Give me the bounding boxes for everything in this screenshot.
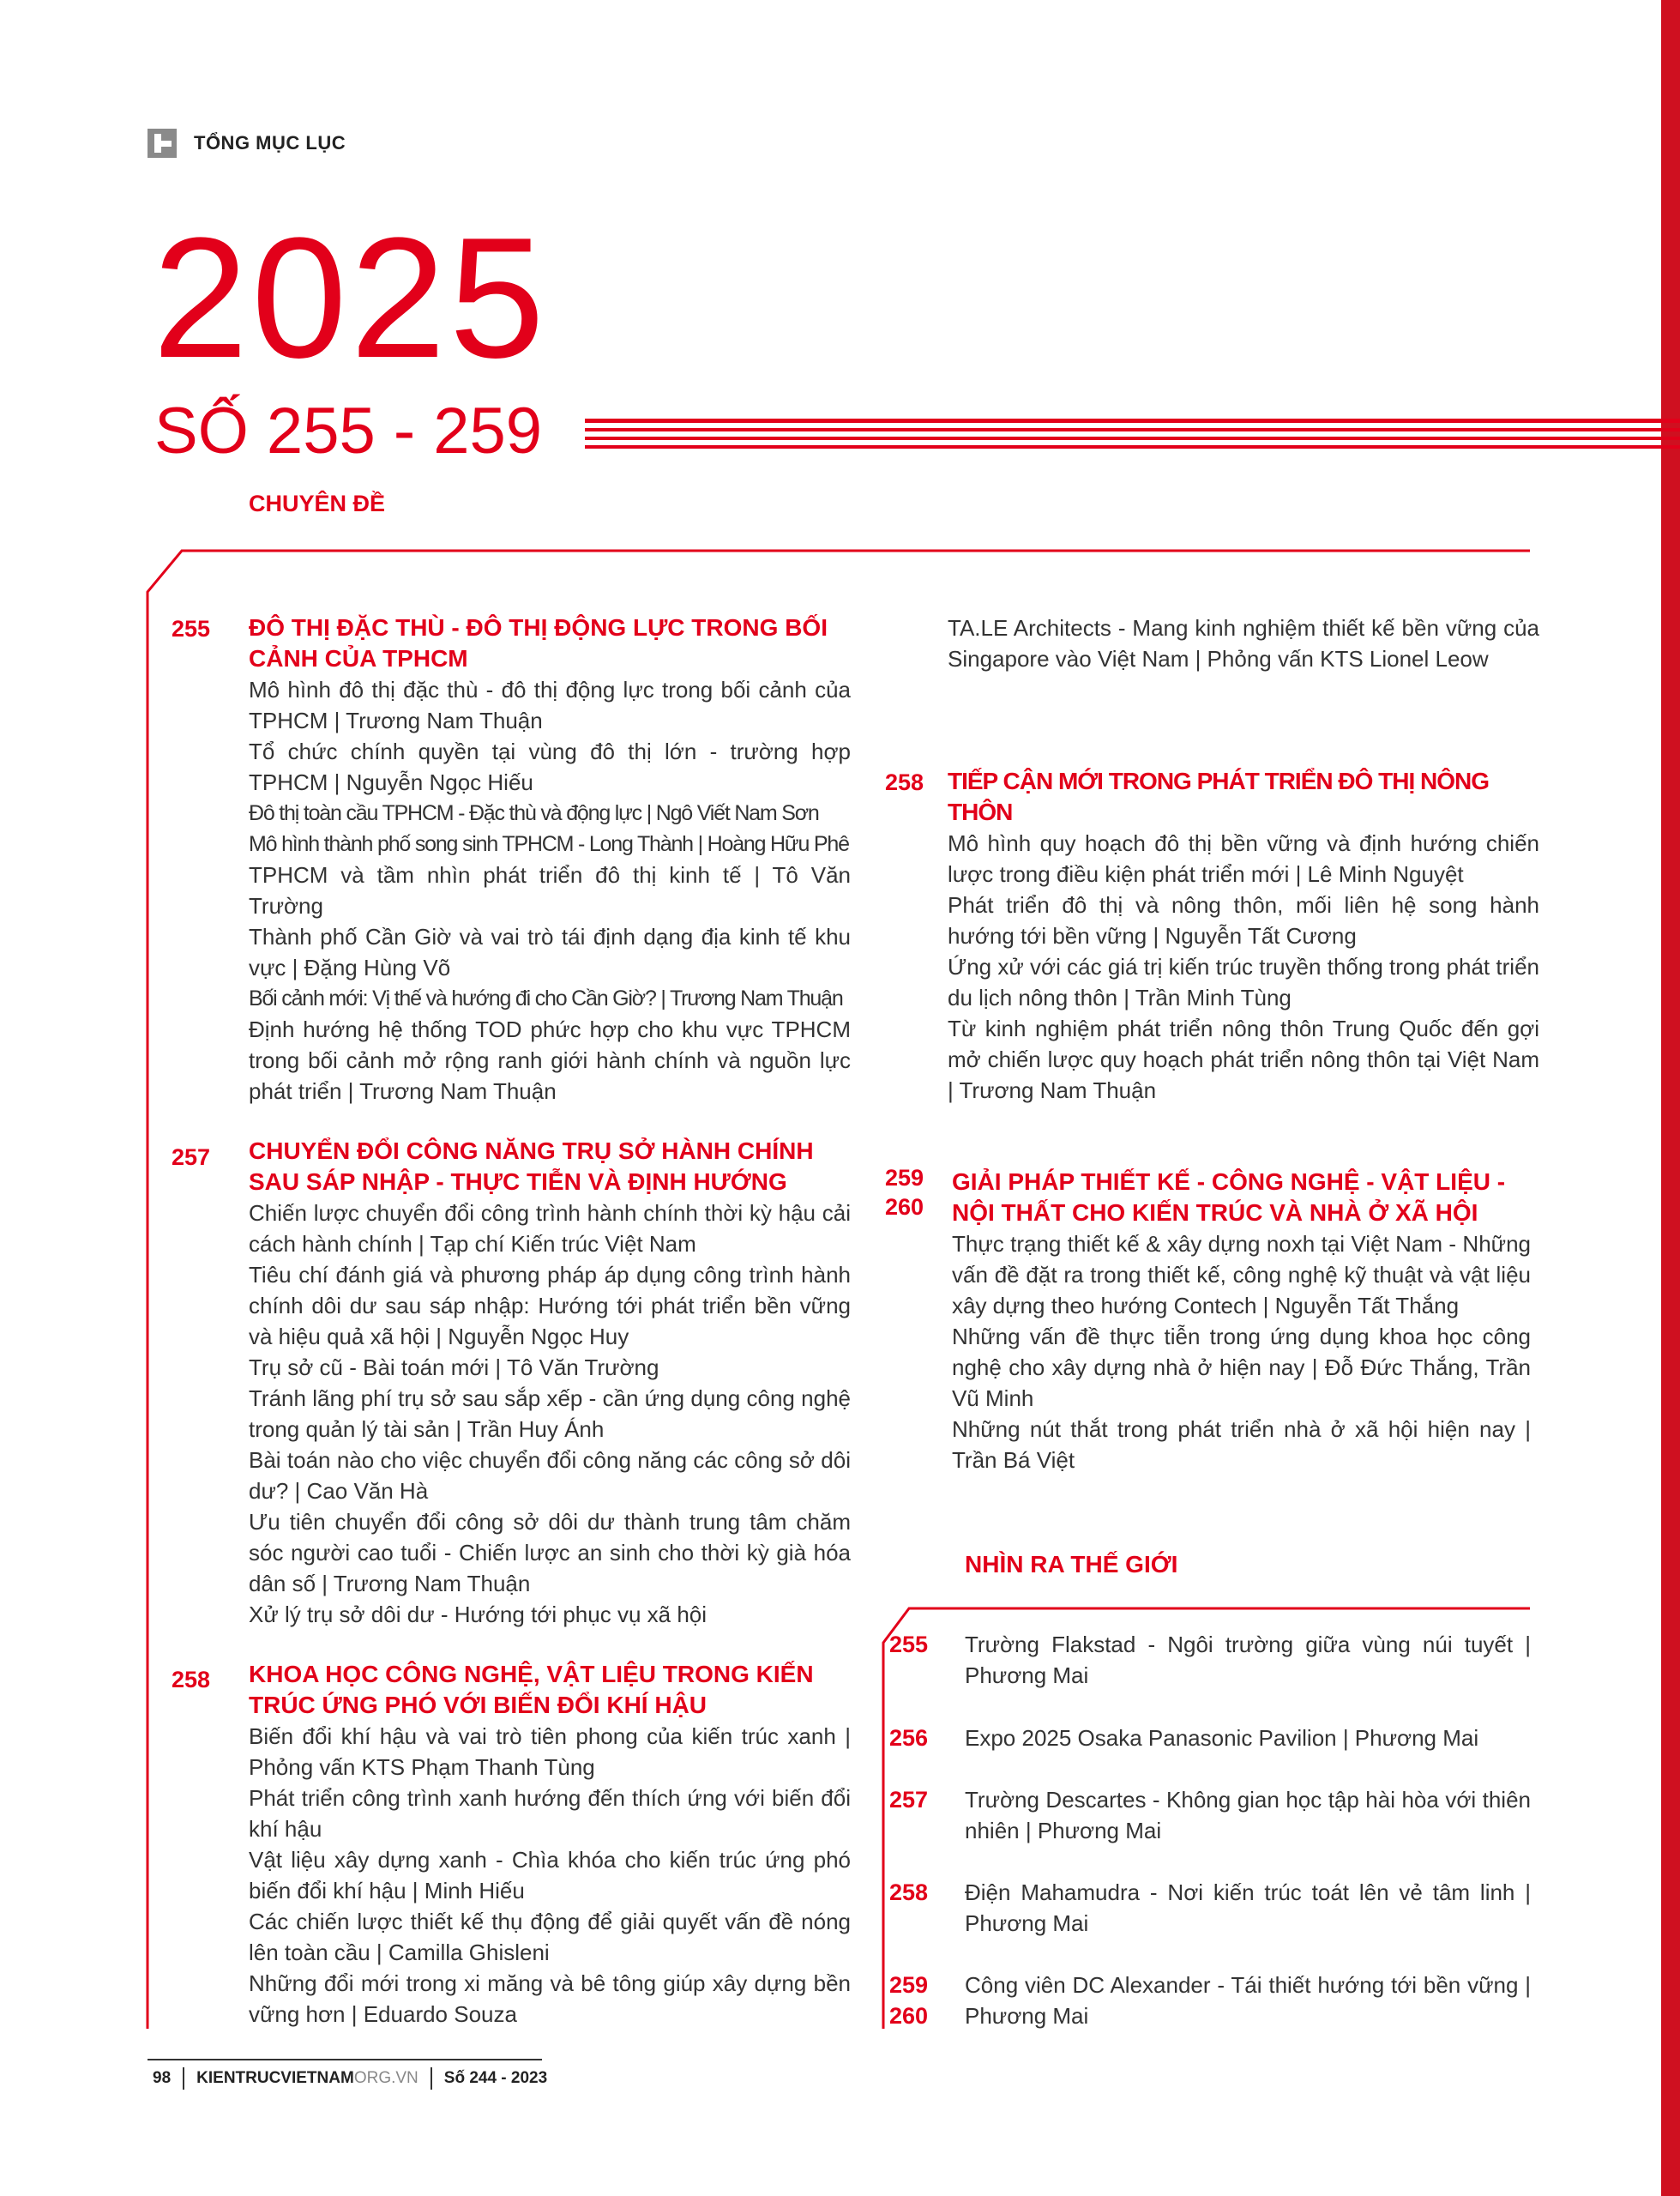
- world-entry: Công viên DC Alexander - Tái thiết hướng tới bền vững | Phương Mai: [965, 1972, 1531, 2029]
- toc-heading[interactable]: GIẢI PHÁP THIẾT KẾ - CÔNG NGHỆ - VẬT LIỆU - NỘI THẤT CHO KIẾN TRÚC VÀ NHÀ Ở XÃ HỘI: [952, 1168, 1506, 1226]
- world-issue-number: 255: [889, 1632, 929, 1657]
- toc-entry[interactable]: Chiến lược chuyển đổi công trình hành chính thời kỳ hậu cải cách hành chính | Tạp chí Kiến trúc Việt Nam: [249, 1200, 851, 1257]
- toc-entry[interactable]: TPHCM và tầm nhìn phát triển đô thị kinh tế | Tô Văn Trường: [249, 862, 851, 919]
- toc-entry[interactable]: Mô hình thành phố song sinh TPHCM - Long Thành | Hoàng Hữu Phê: [249, 832, 849, 856]
- toc-heading[interactable]: CHUYỂN ĐỔI CÔNG NĂNG TRỤ SỞ HÀNH CHÍNH SAU SÁP NHẬP - THỰC TIỄN VÀ ĐỊNH HƯỚNG: [249, 1137, 814, 1195]
- toc-entry[interactable]: Từ kinh nghiệm phát triển nông thôn Trung Quốc đến gợi mở chiến lược quy hoạch phát triển nông thôn tại Việt Nam | Trương Nam Thuận: [948, 1016, 1539, 1103]
- world-issue-number: 260: [889, 2003, 929, 2029]
- header-title: TỔNG MỤC LỤC: [194, 132, 346, 154]
- toc-entry[interactable]: Vật liệu xây dựng xanh - Chìa khóa cho kiến trúc ứng phó biến đổi khí hậu | Minh Hiếu: [249, 1847, 851, 1903]
- world-issue-number: 259: [889, 1972, 929, 1998]
- toc-group-259-260: [952, 1167, 1531, 1475]
- world-issue-number: 256: [889, 1725, 929, 1751]
- world-entry: Trường Flakstad - Ngôi trường giữa vùng núi tuyết | Phương Mai: [965, 1632, 1531, 1688]
- toc-entry[interactable]: Đô thị toàn cầu TPHCM - Đặc thù và động lực | Ngô Viết Nam Sơn: [249, 801, 819, 825]
- toc-entry[interactable]: Định hướng hệ thống TOD phức hợp cho khu vực TPHCM trong bối cảnh mở rộng ranh giới hành chính và nguồn lực phát triển | Trương Nam Thuận: [249, 1017, 851, 1104]
- toc-group-257: [249, 1136, 851, 1630]
- toc-entry[interactable]: Tránh lãng phí trụ sở sau sắp xếp - cần ứng dụng công nghệ trong quản lý tài sản | Trần Huy Ánh: [249, 1385, 851, 1442]
- right-edge-stripe: [1661, 0, 1680, 2196]
- footer-brand: KIENTRUCVIETNAM: [196, 2069, 354, 2087]
- toc-group-258-climate-continued: [948, 612, 1539, 674]
- toc-entry[interactable]: Mô hình quy hoạch đô thị bền vững và định hướng chiến lược trong điều kiện phát triển mới | Lê Minh Nguyệt: [948, 830, 1539, 887]
- footer-divider: [431, 2067, 432, 2090]
- world-issue-number-group: [889, 1970, 965, 2031]
- world-entry: Điện Mahamudra - Nơi kiến trúc toát lên vẻ tâm linh | Phương Mai: [965, 1879, 1531, 1936]
- toc-entry[interactable]: Trụ sở cũ - Bài toán mới | Tô Văn Trường: [249, 1354, 659, 1380]
- world-issue-number: 257: [889, 1787, 929, 1813]
- toc-issue-number: 259: [885, 1165, 924, 1191]
- world-list-item[interactable]: [889, 1629, 1532, 1691]
- toc-entry[interactable]: Bối cảnh mới: Vị thế và hướng đi cho Cần Giờ? | Trương Nam Thuận: [249, 986, 843, 1011]
- toc-entry[interactable]: Những nút thắt trong phát triển nhà ở xã hội hiện nay | Trần Bá Việt: [952, 1416, 1531, 1473]
- toc-issue-number: 258: [885, 769, 924, 795]
- world-list-item[interactable]: [889, 1970, 1532, 2031]
- toc-issue-number: 255: [172, 616, 211, 642]
- footer-divider: [183, 2067, 184, 2090]
- toc-entry[interactable]: Biến đổi khí hậu và vai trò tiên phong của kiến trúc xanh | Phỏng vấn KTS Phạm Thanh Tùng: [249, 1723, 851, 1780]
- year-title: 2025: [153, 202, 548, 394]
- page-header: [148, 129, 346, 158]
- toc-entry[interactable]: Bài toán nào cho việc chuyển đổi công năng các công sở dôi dư? | Cao Văn Hà: [249, 1447, 851, 1504]
- world-list-item[interactable]: [889, 1784, 1532, 1846]
- footer-rule: [148, 2059, 542, 2060]
- toc-entry[interactable]: Những vấn đề thực tiễn trong ứng dụng khoa học công nghệ cho xây dựng nhà ở hiện nay | Đỗ Đức Thắng, Trần Vũ Minh: [952, 1324, 1531, 1411]
- toc-entry[interactable]: Thực trạng thiết kế & xây dựng noxh tại Việt Nam - Những vấn đề đặt ra trong thiết kế, công nghệ kỹ thuật và vật liệu xây dựng theo hướng Contech | Nguyễn Tất Thắng: [952, 1231, 1531, 1318]
- magazine-logo-icon: [148, 129, 177, 158]
- page-footer: [153, 2067, 547, 2090]
- toc-entry[interactable]: Tiêu chí đánh giá và phương pháp áp dụng công trình hành chính dôi dư sau sáp nhập: Hướng tới phát triển bền vững và hiệu quả xã hội | Nguyễn Ngọc Huy: [249, 1262, 851, 1349]
- toc-entry[interactable]: Những đổi mới trong xi măng và bê tông giúp xây dựng bền vững hơn | Eduardo Souza: [249, 1970, 851, 2027]
- toc-entry[interactable]: Tổ chức chính quyền tại vùng đô thị lớn - trường hợp TPHCM | Nguyễn Ngọc Hiếu: [249, 739, 851, 795]
- world-list-item[interactable]: [889, 1722, 1532, 1753]
- world-entry: Expo 2025 Osaka Panasonic Pavilion | Phương Mai: [965, 1725, 1479, 1751]
- toc-entry[interactable]: Thành phố Cần Giờ và vai trò tái định dạng địa kinh tế khu vực | Đặng Hùng Võ: [249, 924, 851, 980]
- toc-heading[interactable]: ĐÔ THỊ ĐẶC THÙ - ĐÔ THỊ ĐỘNG LỰC TRONG BỐI CẢNH CỦA TPHCM: [249, 614, 828, 672]
- toc-entry[interactable]: Các chiến lược thiết kế thụ động để giải quyết vấn đề nóng lên toàn cầu | Camilla Ghisleni: [249, 1909, 851, 1965]
- issue-range: SỐ 255 - 259: [154, 395, 543, 468]
- toc-entry[interactable]: Ứng xử với các giá trị kiến trúc truyền thống trong phát triển du lịch nông thôn | Trần Minh Tùng: [948, 954, 1539, 1011]
- toc-heading[interactable]: KHOA HỌC CÔNG NGHỆ, VẬT LIỆU TRONG KIẾN TRÚC ỨNG PHÓ VỚI BIẾN ĐỔI KHÍ HẬU: [249, 1661, 814, 1718]
- world-entry: Trường Descartes - Không gian học tập hài hòa với thiên nhiên | Phương Mai: [965, 1787, 1531, 1843]
- toc-entry[interactable]: Phát triển công trình xanh hướng đến thích ứng với biến đổi khí hậu: [249, 1785, 851, 1842]
- world-list-item[interactable]: [889, 1877, 1532, 1939]
- footer-domain: ORG.VN: [353, 2069, 418, 2087]
- toc-issue-number: 258: [172, 1667, 211, 1692]
- world-issue-number: 258: [889, 1879, 929, 1905]
- page-number: 98: [153, 2069, 172, 2087]
- decorative-stripes: [585, 419, 1680, 456]
- toc-heading[interactable]: TIẾP CẬN MỚI TRONG PHÁT TRIỂN ĐÔ THỊ NÔNG THÔN: [948, 768, 1490, 825]
- toc-group-258-rural: [948, 766, 1539, 1106]
- toc-entry[interactable]: Xử lý trụ sở dôi dư - Hướng tới phục vụ xã hội: [249, 1602, 708, 1627]
- toc-group-255: [249, 612, 851, 1107]
- toc-entry[interactable]: Ưu tiên chuyển đổi công sở dôi dư thành trung tâm chăm sóc người cao tuổi - Chiến lược an sinh cho thời kỳ già hóa dân số | Trương Nam Thuận: [249, 1509, 851, 1596]
- section-label-chuyen-de: CHUYÊN ĐỀ: [249, 491, 386, 516]
- toc-entry[interactable]: Phát triển đô thị và nông thôn, mối liên hệ song hành hướng tới bền vững | Nguyễn Tất Cương: [948, 892, 1539, 949]
- toc-issue-number: 257: [172, 1144, 211, 1170]
- toc-group-258-climate: [249, 1659, 851, 2030]
- footer-issue: Số 244 - 2023: [443, 2069, 548, 2087]
- toc-issue-number: 260: [885, 1194, 924, 1220]
- toc-entry[interactable]: Mô hình đô thị đặc thù - đô thị động lực trong bối cảnh của TPHCM | Trương Nam Thuận: [249, 677, 851, 733]
- toc-entry[interactable]: TA.LE Architects - Mang kinh nghiệm thiết kế bền vững của Singapore vào Việt Nam | Phỏng vấn KTS Lionel Leow: [948, 615, 1539, 672]
- section-label-world: NHÌN RA THẾ GIỚI: [965, 1551, 1178, 1578]
